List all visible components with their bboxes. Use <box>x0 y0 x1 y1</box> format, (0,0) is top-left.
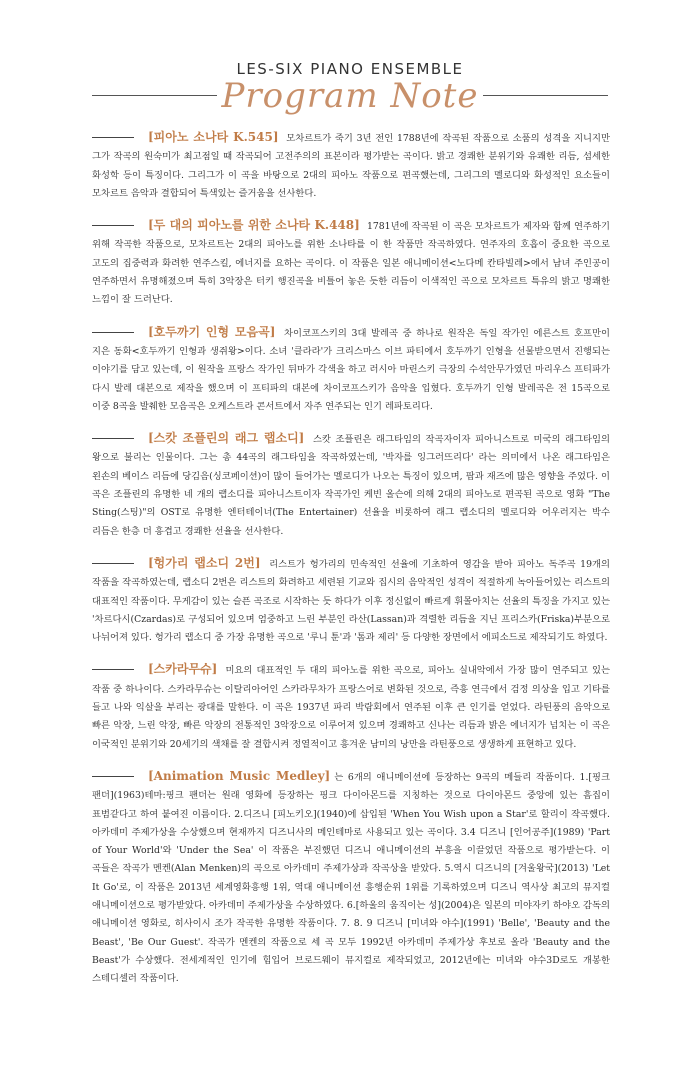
section-title: [Animation Music Medley] <box>148 768 331 783</box>
ensemble-title: LES-SIX PIANO ENSEMBLE <box>236 60 464 78</box>
section-title: [스카라무슈] <box>148 662 218 677</box>
section-dash <box>92 669 134 670</box>
header-rule-right <box>483 95 608 96</box>
section-scaramouche <box>92 660 610 753</box>
section-title: [헝가리 랩소디 2번] <box>148 555 261 570</box>
section-animation-music-medley <box>92 767 610 989</box>
section-text: 모차르트가 죽기 3년 전인 1788년에 작곡된 작품으로 소품의 성격을 지니지만 그가 작곡의 원숙미가 최고점일 때 작곡되어 고전주의의 표본이라 평가받는 곡이다. 밝고 경쾌한 분위기와 유쾌한 리듬, 섬세한 화성학 등이 특징이다. 그리그가 이 곡을 바탕으로 2대의 피아노 작품으로 편곡했는데, 그리그의 멜로디와 화성적인 요소들이 모차르트 음악과 결합되어 특색있는 즐거움을 선사한다. <box>92 133 610 199</box>
section-joplin-rag-rhapsody <box>92 429 610 541</box>
section-text: 스캇 조플린은 래그타임의 작곡자이자 피아니스트로 미국의 래그타임의 왕으로 불리는 인물이다. 그는 총 44곡의 래그타임을 작곡하였는데, '박자를 잉그러뜨리다' 라는 의미에서 나온 래그타임은 왼손의 베이스 리듬에 당김음(싱코페이션)이 많이 들어가는 멜로디가 나오는 특징이 있으며, 팝과 재즈에 많은 영향을 주었다. 이 곡은 조플린의 유명한 네 개의 랩소디를 피아니스트이자 작곡가인 케빈 올슨에 의해 2대의 피아노로 편곡된 곡으로 영화 "The Sting(스팅)"의 OST로 유명한 엔터테이너(The Entertainer) 선율을 비롯하여 래그 랩소디의 멜로디와 어우러지는 박수 리듬은 한층 더 흥겹고 경쾌한 선율을 선사한다. <box>92 434 610 537</box>
section-text: 는 6개의 애니메이션에 등장하는 9곡의 메들리 작품이다. 1.[핑크 팬더](1963)테마:핑크 팬더는 원래 영화에 등장하는 핑크 다이아몬드를 지칭하는 것으로 다이아몬드 중앙에 있는 흠집이 표범같다고 하여 붙여진 이름이다. 2.디즈니 [피노키오](1940)에 삽입된 'When You Wish upon a Star'로 할리이 작곡했다. 아카데미 주제가상을 수상했으며 현재까지 디즈니사의 메인테마로 사용되고 있는 곡이다. 3.4 디즈니 [인어공주](1989) 'Part of Your World'와 'Under the Sea' 이 작품은 부진했던 디즈니 애니메이션의 부흥을 이끌었던 작품으로 평가받는다. 이 곡들은 작곡가 멘켄(Alan Menken)의 곡으로 아카데미 주제가상과 작곡상을 받았다. 5.역시 디즈니의 [겨울왕국](2013) 'Let It Go'로, 이 작품은 2013년 세계영화흥행 1위, 역대 애니메이션 흥행순위 1위를 기록하였으며 디즈니 역사상 최고의 뮤지컬 애니메이션으로 평가받았다. 아카데미 주제가상을 수상하였다. 6.[하울의 움직이는 성](2004)은 일본의 미야자키 하야오 감독의 애니메이션 영화로, 히사이시 조가 작곡한 유명한 작품이다. 7. 8. 9 디즈니 [미녀와 야수](1991) 'Belle', 'Beauty and the Beast', 'Be Our Guest'. 작곡가 멘켄의 작품으로 세 곡 모두 1992년 아카데미 주제가상 후보로 올라 'Beauty and the Beast'가 수상했다. 전세계적인 인기에 힘입어 브로드웨이 뮤지컬로 제작되었고, 2012년에는 미녀와 야수3D로도 개봉한 스테디셀러 작품이다. <box>92 771 610 985</box>
section-dash <box>92 225 134 226</box>
section-nutcracker-suite <box>92 323 610 416</box>
section-text: 미요의 대표적인 두 대의 피아노를 위한 곡으로, 피아노 실내악에서 가장 많이 연주되고 있는 작품 중 하나이다. 스카라무슈는 이탈리아어인 스카라무차가 프랑스어로 변화된 것으로, 즉흥 연극에서 검정 의상을 입고 기타를 들고 나와 익살을 부리는 광대를 말한다. 이 곡은 1937년 파리 박람회에서 연주된 이후 큰 인기를 얻었다. 라틴풍의 음악으로 빠른 악장, 느린 악장, 빠른 악장의 전통적인 3악장으로 이루어져 있으며 경쾌하고 신나는 리듬과 밝은 에너지가 넘치는 이 곡은 이국적인 분위기와 20세기의 색채를 잘 결합시켜 정열적이고 흥겨운 남미의 낭만을 라틴풍으로 생생하게 표현하고 있다. <box>92 665 610 750</box>
section-text: 1781년에 작곡된 이 곡은 모차르트가 제자와 함께 연주하기 위해 작곡한 작품으로, 모차르트는 2대의 피아노를 위한 소나타를 이 한 작품만 작곡하였다. 연주자의 호흡이 중요한 곡으로 고도의 집중력과 화려한 연주스킬, 에너지를 요하는 곡이다. 이 작품은 일본 애니메이션<노다메 칸타빌레>에서 남녀 주인공이 연주하면서 유명해졌으며 특히 3악장은 터키 행진곡을 비틀어 놓은 듯한 리듬이 이색적인 곡으로 모차르트 특유의 밝고 명쾌한 느낌이 잘 드러난다. <box>92 221 610 306</box>
section-dash <box>92 563 134 564</box>
program-notes-body <box>92 128 610 1001</box>
section-dash <box>92 137 134 138</box>
section-dash <box>92 776 134 777</box>
section-dash <box>92 438 134 439</box>
program-note-script-title: Program Note <box>221 76 479 116</box>
section-two-piano-sonata-k448 <box>92 216 610 309</box>
section-title: [호두까기 인형 모음곡] <box>148 324 276 339</box>
section-title: [피아노 소나타 K.545] <box>148 130 279 144</box>
section-hungarian-rhapsody-2 <box>92 554 610 647</box>
section-title: [두 대의 피아노를 위한 소나타 K.448] <box>148 218 360 233</box>
page-header <box>0 0 700 120</box>
section-text: 차이코프스키의 3대 발레곡 중 하나로 원작은 독일 작가인 에른스트 호프만이 지은 동화<호두까기 인형과 생쥐왕>이다. 소녀 '클라라'가 크리스마스 이브 파티에서 호두까기 인형을 선물받으면서 진행되는 이야기를 담고 있는데, 이 원작을 프랑스 작가인 뒤마가 각색을 하고 러시아 마린스키 극장의 수석안무가였던 마리우스 프티파가 다시 발레 대본으로 제작을 했으며 이 프티파의 대본에 차이코프스키가 음악을 입혔다. 호두까기 인형 발레곡은 전 15곡으로 이중 8곡을 발췌한 모음곡은 오케스트라 콘서트에서 자주 연주되는 인기 레파토리다. <box>92 327 610 412</box>
section-title: [스캇 조플린의 래그 랩소디] <box>148 431 305 446</box>
section-dash <box>92 332 134 333</box>
section-piano-sonata-k545 <box>92 128 610 203</box>
section-text: 리스트가 헝가리의 민속적인 선율에 기초하여 영감을 받아 피아노 독주곡 19개의 작품을 작곡하였는데, 랩소디 2번은 리스트의 화려하고 세련된 기교와 집시의 음악적인 성격이 적절하게 녹아들어있는 리스트의 대표적인 작품이다. 무게감이 있는 슬픈 곡조로 시작하는 듯 하다가 이후 정신없이 빠르게 휘몰아치는 선율의 특징을 가지고 있는 '차르다시(Czardas)로 구성되어 있으며 엄중하고 느린 부분인 라산(Lassan)과 격렬한 리듬을 지닌 프리스카(Friska)부분으로 나뉘어져 있다. 헝가리 랩소디 중 가장 유명한 곡으로 '루니 툰'과 '톰과 제리' 등 다양한 장면에서 에피소드로 제작되기도 하였다. <box>92 558 610 644</box>
